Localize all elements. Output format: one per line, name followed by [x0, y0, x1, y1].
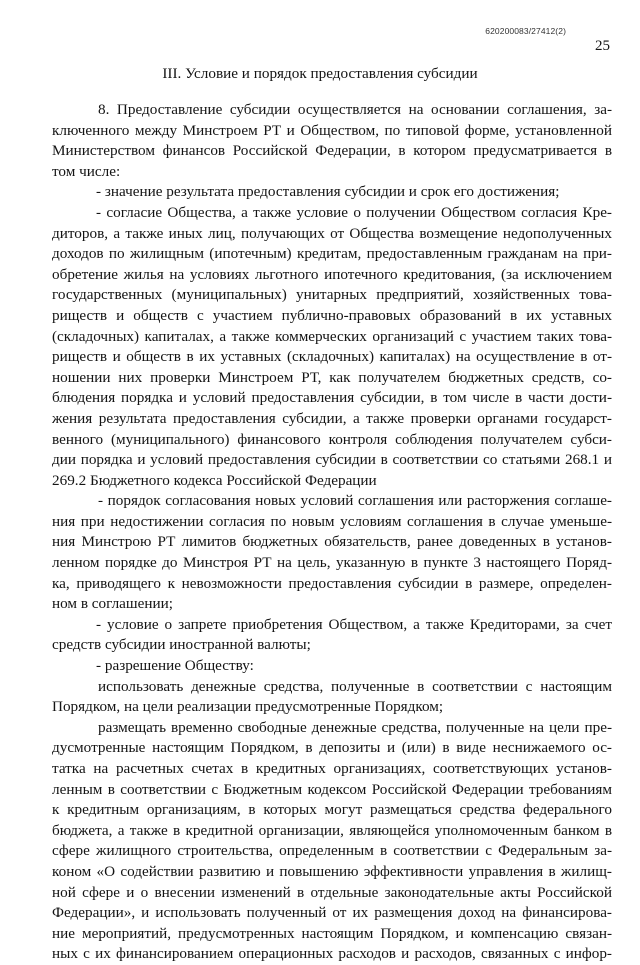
page-number: 25	[595, 38, 610, 54]
text-line: бюджета, а также в кредитной организации, являющейся уполномоченным банком в	[52, 821, 612, 839]
text-line: 8. Предоставление субсидии осуществляется на основании соглашения, за-	[98, 101, 612, 118]
text-line: Порядком, на цели реализации предусмотренные Порядком;	[52, 698, 444, 716]
text-line: коном «О содействии развитию и повышению эффективности управления в жилищ-	[52, 862, 612, 880]
text-line: доходов по жилищным (ипотечным) кредитам, предоставленным гражданам на при-	[52, 245, 612, 263]
text-line: Министерством финансов Российской Федерации, в котором предусматривается в	[52, 142, 612, 160]
text-line: 269.2 Бюджетного кодекса Российской Федерации	[52, 471, 377, 489]
text-line: - разрешение Обществу:	[96, 657, 254, 675]
text-line: Федерации», и использовать полученный от их размещения доход на финансирова-	[52, 904, 612, 922]
text-line: ной сфере и о внесении изменений в отдельные законодательные акты Российской	[52, 883, 612, 901]
text-line: диторов, а также иных лиц, получающих от Общества возмещение недополученных	[52, 224, 612, 242]
document-code: 620200083/27412(2)	[485, 26, 566, 36]
section-title: III. Условие и порядок предоставления субсидии	[162, 65, 478, 82]
text-line: - условие о запрете приобретения Обществом, а также Кредиторами, за счет	[96, 615, 612, 633]
text-line: (складочных) капиталах, а также коммерческих организаций с участием таких това-	[52, 327, 612, 345]
text-line: - значение результата предоставления субсидии и срок его достижения;	[96, 183, 560, 201]
text-line: жения результата предоставления субсидии, а также проверки органами государст-	[52, 409, 612, 427]
text-line: риществ и обществ в их уставных (складочных) капиталах) на осуществление в от-	[52, 348, 612, 366]
text-line: том числе:	[52, 162, 121, 180]
text-line: размещать временно свободные денежные средства, полученные на цели пре-	[98, 718, 612, 736]
text-line: ном в соглашении;	[52, 595, 173, 613]
text-line: дии порядка и условий предоставления субсидии в соответствии со статьями 268.1 и	[52, 451, 612, 469]
text-line: ленном порядке до Минстроя РТ на цель, указанную в пункте 3 настоящего Поряд-	[52, 554, 612, 572]
text-line: ных с их финансированием операционных расходов и расходов, связанных с инфор-	[52, 945, 612, 963]
text-line: риществ и обществ с участием публично-правовых образований в их уставных	[52, 306, 612, 324]
text-line: обретение жилья на условиях льготного ипотечного кредитования, (за исключением	[52, 265, 612, 283]
text-line: - согласие Общества, а также условие о получении Обществом согласия Кре-	[96, 203, 612, 221]
text-line: использовать денежные средства, полученные в соответствии с настоящим	[98, 677, 612, 695]
text-line: ключенного между Минстроем РТ и Обществом, по типовой форме, установленной	[52, 121, 612, 139]
text-line: государственных (муниципальных) унитарных предприятий, хозяйственных това-	[52, 286, 612, 304]
text-line: ленным в соответствии с Бюджетным кодексом Российской Федерации требованиям	[52, 780, 612, 798]
text-line: венного (муниципального) финансового контроля соблюдения получателем субси-	[52, 430, 612, 448]
text-line: блюдения порядка и условий предоставления субсидии, в том числе в части дости-	[52, 389, 612, 407]
text-line: - порядок согласования новых условий соглашения или расторжения соглаше-	[98, 492, 612, 510]
text-line: ния при недостижении согласия по новым условиям соглашения в случае уменьше-	[52, 512, 612, 530]
text-line: ние мероприятий, предусмотренных настоящим Порядком, и компенсацию связан-	[52, 924, 612, 942]
text-line: ношении них проверки Минстроем РТ, как получателем бюджетных средств, со-	[52, 368, 612, 386]
text-line: ка, приводящего к невозможности предоставления субсидии в размере, определен-	[52, 574, 612, 592]
text-line: дусмотренные настоящим Порядком, в депозиты и (или) в виде неснижаемого ос-	[52, 739, 612, 757]
text-line: к кредитным организациям, в которых могут размещаться средства федерального	[52, 801, 612, 819]
text-line: татка на расчетных счетах в кредитных организациях, соответствующих установ-	[52, 760, 612, 777]
text-line: сфере жилищного строительства, определенным в соответствии с Федеральным за-	[52, 842, 612, 860]
body-text	[52, 100, 612, 965]
text-line: средств субсидии иностранной валюты;	[52, 636, 311, 654]
text-line: ния Минстрою РТ лимитов бюджетных обязательств, ранее доведенных в установ-	[52, 533, 612, 551]
